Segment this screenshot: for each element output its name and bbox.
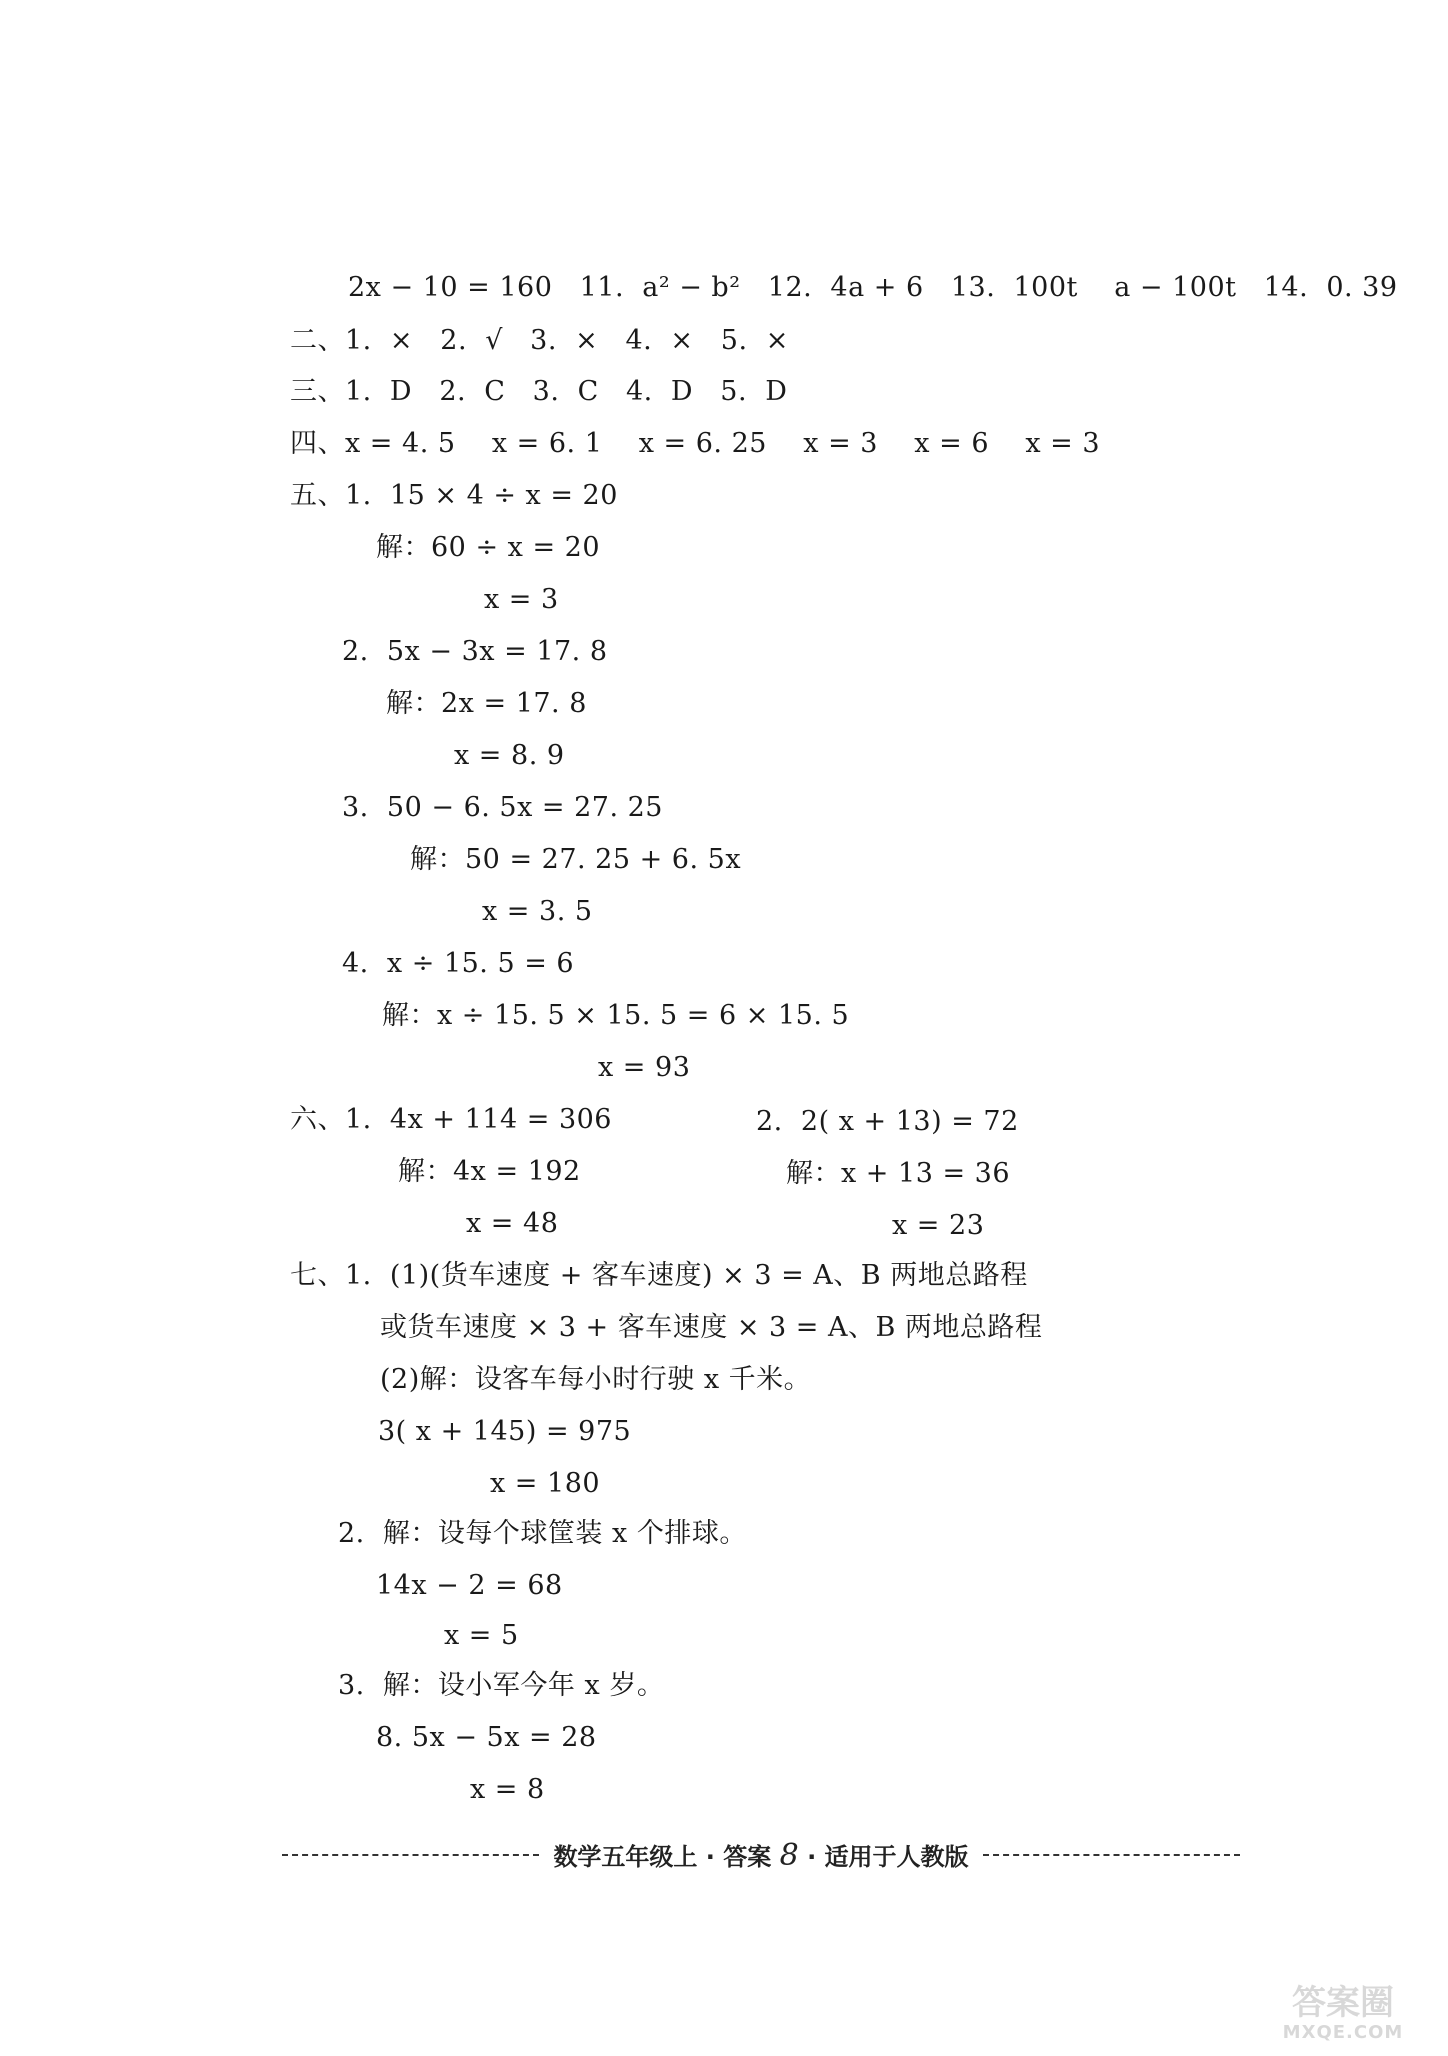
answer-line-1-continued: 2x − 10 = 160 11. a² − b² 12. 4a + 6 13. 100t a − 100t 14. 0. 39 [348, 272, 1398, 303]
answer-section-6-q2: 2. 2( x + 13) = 72 [756, 1106, 1019, 1137]
equation: 8. 5x − 5x = 28 [376, 1722, 597, 1753]
solution-result: x = 3. 5 [482, 896, 593, 927]
solution-result: x = 48 [466, 1208, 559, 1239]
solution-result: x = 93 [598, 1052, 691, 1083]
solution-result: x = 180 [490, 1468, 601, 1499]
solution-result: x = 5 [444, 1620, 519, 1651]
answer-section-5-q3: 3. 50 − 6. 5x = 27. 25 [342, 792, 663, 823]
answer-section-5-q1: 五、1. 15 × 4 ÷ x = 20 [290, 480, 618, 511]
solution-step: 解：50 = 27. 25 + 6. 5x [410, 844, 742, 875]
answer-section-7-q1-part2: (2)解：设客车每小时行驶 x 千米。 [380, 1364, 812, 1395]
solution-result: x = 3 [484, 584, 559, 615]
solution-result: x = 8 [470, 1774, 545, 1805]
watermark-logo: 答案圈 MXQE.COM [1282, 1983, 1404, 2043]
equation: 3( x + 145) = 975 [378, 1416, 632, 1447]
solution-step: 解：60 ÷ x = 20 [376, 532, 601, 563]
answer-section-7-q2: 2. 解：设每个球筐装 x 个排球。 [338, 1518, 747, 1549]
page-number: 8 [779, 1838, 799, 1873]
answer-section-3: 三、1. D 2. C 3. C 4. D 5. D [290, 376, 788, 407]
equation: 14x − 2 = 68 [376, 1570, 563, 1601]
footer-title: 数学五年级上 · 答案 8 · 适用于人教版 [553, 1838, 969, 1873]
footer-divider-right [983, 1854, 1240, 1856]
answer-section-6-q1: 六、1. 4x + 114 = 306 [290, 1104, 612, 1135]
answer-section-4: 四、x = 4. 5 x = 6. 1 x = 6. 25 x = 3 x = 6 x = 3 [290, 428, 1101, 459]
solution-step: 解：2x = 17. 8 [386, 688, 587, 719]
solution-step: 解：x + 13 = 36 [786, 1158, 1011, 1189]
page-footer [282, 1838, 1240, 1872]
answer-section-5-q2: 2. 5x − 3x = 17. 8 [342, 636, 608, 667]
answer-section-7-q1-alt: 或货车速度 × 3 + 客车速度 × 3 = A、B 两地总路程 [380, 1312, 1043, 1343]
answer-section-2: 二、1. × 2. √ 3. × 4. × 5. × [290, 325, 789, 356]
solution-step: 解：4x = 192 [398, 1156, 581, 1187]
solution-step: 解：x ÷ 15. 5 × 15. 5 = 6 × 15. 5 [382, 1000, 850, 1031]
answer-section-7-q3: 3. 解：设小军今年 x 岁。 [338, 1670, 665, 1701]
solution-result: x = 8. 9 [454, 740, 565, 771]
solution-result: x = 23 [892, 1210, 985, 1241]
footer-divider-left [282, 1854, 539, 1856]
answer-section-7-q1: 七、1. (1)(货车速度 + 客车速度) × 3 = A、B 两地总路程 [290, 1260, 1028, 1291]
answer-section-5-q4: 4. x ÷ 15. 5 = 6 [342, 948, 575, 979]
